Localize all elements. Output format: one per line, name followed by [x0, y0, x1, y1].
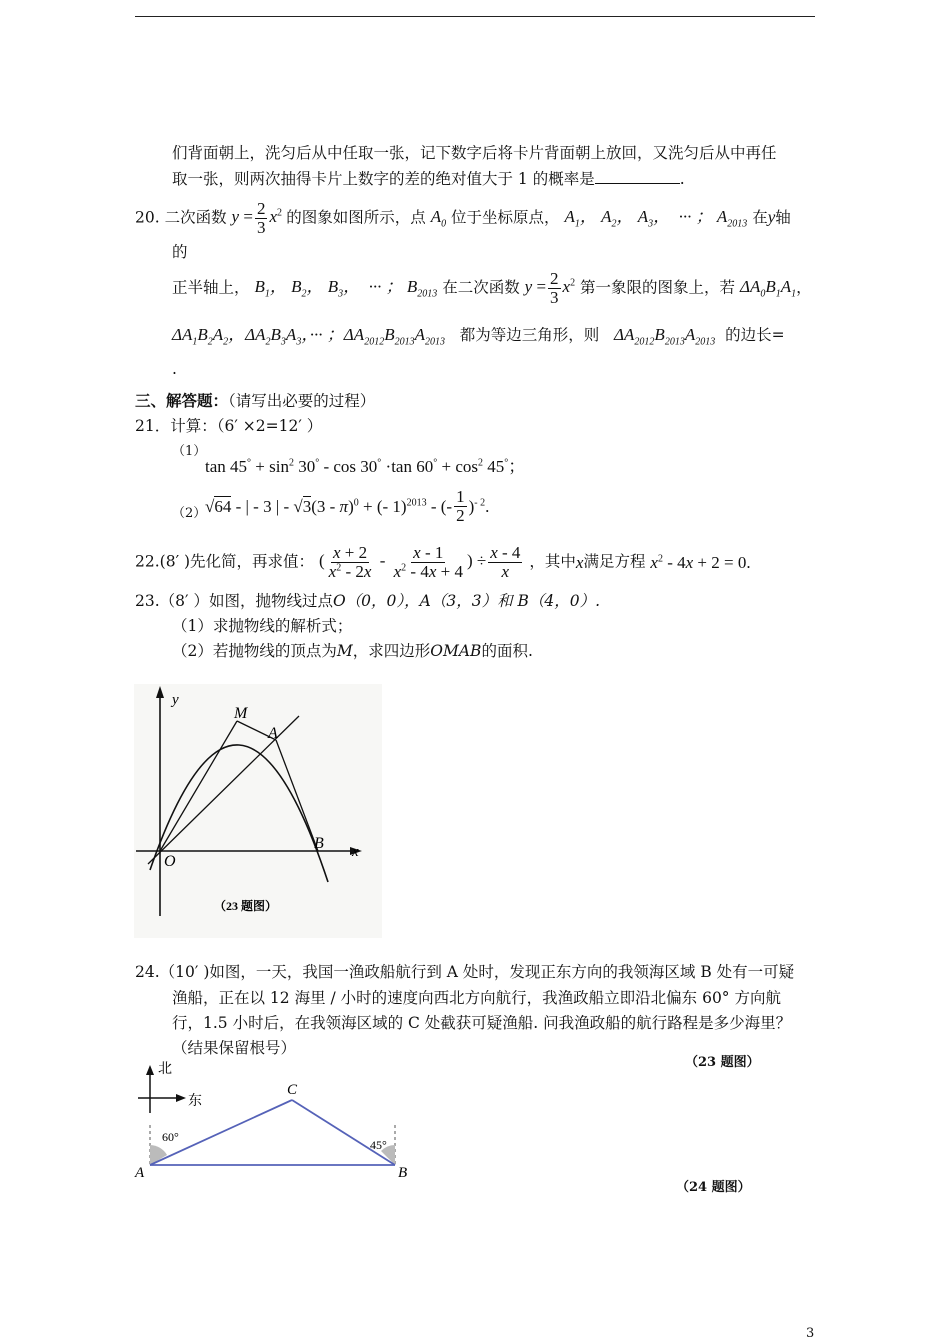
q20-line3-c: 第一象限的图象上，若: [580, 278, 736, 297]
q23-fig-caption: （23 题图）: [214, 899, 278, 913]
east-label: 东: [188, 1094, 202, 1109]
q20-text-a: 二次函数: [164, 208, 227, 227]
triangle-last: $\Delta A_{2012}B_{2013}A_{2013}$: [614, 325, 716, 348]
north-label: 北: [158, 1062, 172, 1077]
caption-24: （24 题图）: [676, 1180, 751, 1195]
q21-p2-label: （2）: [172, 506, 207, 521]
q23-p2-a: （2）若抛物线的顶点为: [172, 642, 337, 660]
segment-cb: [292, 1100, 395, 1165]
label-o: O: [164, 853, 176, 870]
q20-line3-a: 正半轴上，: [172, 278, 250, 297]
q22-expr: ( $\frac{x + 2}{x^2 - 2x}$ - $\frac{x - 1}{x^2 - 4x + 4}$ ) ÷ $\frac{x - 4}{x}$: [319, 543, 521, 581]
q21-num: 21．: [135, 417, 171, 435]
q20-line4-a: 都为等边三角形，则: [459, 326, 600, 344]
q23-p2: [172, 639, 533, 661]
north-arrow-head: [146, 1065, 154, 1075]
y-axis-label: y: [172, 692, 179, 708]
q21-p1-end: ；: [508, 457, 526, 476]
q20-text-d: 在: [752, 208, 768, 227]
q24-line3: 行，1.5 小时后，在我领海区域的 C 处截获可疑渔船. 问我渔政船的航行路程是多少海里？: [172, 1014, 792, 1032]
q20-line2: 的: [172, 243, 188, 261]
q22-tail-b: 满足方程: [583, 552, 646, 571]
label-a: A: [268, 725, 278, 742]
label-a-q24: A: [135, 1165, 145, 1181]
q20-num: 20.: [135, 208, 160, 227]
x-axis-label: x: [352, 844, 359, 860]
q20-formula-2: y = $\frac{2}{3}$ $x^2$: [524, 269, 576, 307]
q21-p1-expr: $\tan 45^\circ + \sin^2 30^\circ - \cos 30^\circ \cdot\tan$ $60^\circ + \cos^2 45^\circ$；: [205, 457, 526, 476]
q24-line4: （结果保留根号）: [172, 1039, 297, 1057]
q23-points: O（0，0），A（3，3）和 B（4，0）.: [332, 592, 601, 610]
q23-p1: （1）求抛物线的解析式；: [172, 617, 353, 635]
section-3-heading: [135, 389, 375, 411]
q21-p2-expr: √64 - | - 3 | - √3(3 - π)$^0$ + (- 1)$^{2013}$ - (- $\frac{1}{2}$ )$^{- 2}$.: [205, 487, 490, 525]
q20-line5: .: [172, 360, 177, 378]
q19-line2-end: .: [679, 170, 685, 188]
q20-line3-b: 在二次函数: [442, 278, 520, 297]
q20-text-c: 位于坐标原点，: [451, 208, 560, 227]
q21-p1-label: （1）: [172, 444, 207, 459]
q20-line3: 正半轴上， $B_1$， $B_2$， $B_3$， ··· ； $B_{2013}$ 在二次函数 y = $\frac{2}{3}$ $x^2$ 第一象限的图象上，若 $\Delta A_0B_1A_1$，: [172, 269, 812, 307]
q20-text-b: 的图象如图所示，点: [286, 208, 426, 227]
east-arrow-head: [176, 1094, 186, 1102]
section-3-title: 三、解答题：: [135, 391, 229, 410]
q22-num: 22.: [135, 552, 160, 571]
q20-text-e: 轴: [775, 208, 791, 227]
triangle-0: $\Delta A_0B_1A_1$: [739, 277, 797, 300]
q22-line: [135, 544, 751, 581]
q22-label: (8′ )先化简，再求值：: [159, 552, 315, 571]
page-number: 3: [806, 1326, 815, 1341]
q22-tail-a: ，其中: [529, 552, 576, 571]
q20-line1: [135, 200, 791, 237]
q19-line2: [172, 167, 685, 189]
q19-line2-text: 取一张，则两次抽得卡片上数字的差的绝对值大于 1 的概率是: [172, 170, 595, 188]
triangle-list: $\Delta A_1B_2A_2$，$\Delta A_2B_3A_3$，··· ；$\Delta A_{2012}B_{2013}A_{2013}$: [172, 325, 445, 348]
q23-p2-e: 的面积.: [481, 642, 533, 660]
q20-line4-b: 的边长=: [725, 326, 785, 344]
q20-formula: y = $\frac{2}{3}$ $x^2$: [231, 199, 282, 237]
label-c-q24: C: [287, 1082, 298, 1098]
q20-line4: [172, 320, 785, 347]
answer-blank: [595, 169, 680, 184]
label-b-q24: B: [398, 1165, 408, 1181]
q24-line2: 渔船，正在以 12 海里 / 小时的速度向西北方向航行，我渔政船立即沿北偏东 60° 方向航: [172, 989, 781, 1007]
q23-p2-b: M: [336, 642, 353, 660]
axis-y: y: [767, 207, 776, 227]
q23-p2-c: ，求四边形: [352, 642, 431, 660]
q23-p2-d: OMAB: [430, 642, 482, 660]
label-m: M: [234, 705, 248, 722]
q19-line1: 们背面朝上，洗匀后从中任取一张，记下数字后将卡片背面朝上放回，又洗匀后从中再任: [172, 144, 777, 162]
q23-figure: [134, 684, 382, 938]
q22-equation: $x^2 - 4x + 2 = 0$.: [650, 552, 751, 572]
q23-text: （8′ ）如图，抛物线过点: [159, 592, 333, 610]
points-a-list: $A_1$， $A_2$， $A_3$， ··· ； $A_{2013}$: [564, 207, 748, 230]
label-b: B: [314, 835, 324, 852]
header-rule: [135, 16, 815, 17]
q23-num: 23.: [135, 592, 160, 610]
q21-label: 计算：（6′ ×2=12′ ）: [170, 417, 323, 435]
q24-figure: [130, 1053, 415, 1183]
q22-var-x: x: [575, 552, 584, 572]
point-a0: $A_0$: [430, 207, 447, 230]
angle-a-label: 60°: [162, 1130, 179, 1144]
angle-b-label: 45°: [370, 1138, 387, 1152]
caption-23-right: （23 题图）: [685, 1055, 760, 1070]
points-b-list: $B_1$， $B_2$， $B_3$， ··· ； $B_{2013}$: [254, 277, 438, 300]
section-3-note: （请写出必要的过程）: [228, 392, 376, 410]
q23-line1: [135, 589, 600, 611]
q21-heading: [135, 414, 322, 436]
q24-line1: 24.（10′ )如图，一天，我国一渔政船航行到 A 处时，发现正东方向的我领海区域 B 处有一可疑: [135, 963, 795, 981]
